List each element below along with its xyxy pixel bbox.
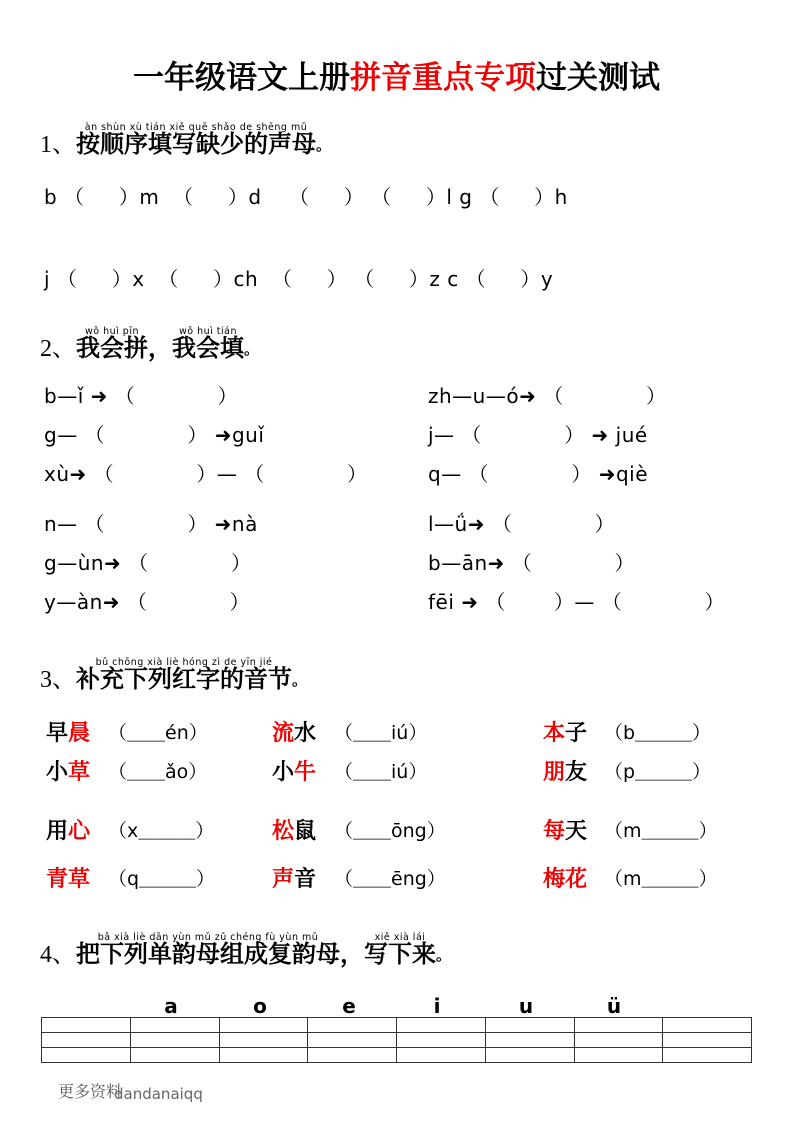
page-title-highlight: 拼音重点专项 <box>350 60 536 95</box>
word-item <box>272 868 316 890</box>
syllable-blank[interactable]: （＿＿iú） <box>334 761 428 783</box>
exercise-2-left-row-2[interactable]: g— （ ） ➜guǐ <box>44 423 265 447</box>
exercise-1-row-1[interactable]: b （ ）m （ ）d （ ） （ ）l g （ ）h <box>44 185 568 209</box>
word-char-1: 朋 <box>543 759 566 784</box>
page-title <box>0 52 793 97</box>
exercise-4-period: 。 <box>436 948 452 964</box>
syllable-blank[interactable]: （p＿＿＿） <box>604 761 712 783</box>
word-char-1: 流 <box>272 720 295 745</box>
grid-cell[interactable] <box>130 1018 219 1033</box>
grid-cell[interactable] <box>42 1018 131 1033</box>
syllable-blank[interactable]: （x＿＿＿） <box>108 820 215 842</box>
grid-cell[interactable] <box>574 1033 663 1048</box>
exercise-1-period: 。 <box>316 138 332 154</box>
syllable-blank[interactable]: （＿＿ōng） <box>334 820 446 842</box>
exercise-1-pinyin: àn shùn xù tián xiě quē shǎo de shēng mǔ <box>84 121 308 133</box>
exercise-2-number: 2、 <box>40 336 76 362</box>
exercise-4-pinyin-2: xiě xià lái <box>374 931 426 943</box>
word-char-2: 子 <box>565 720 588 745</box>
word-char-2: 水 <box>294 720 317 745</box>
exercise-1-heading <box>40 121 332 158</box>
exercise-4-hanzi-1: 把下列单韵母组成复韵母 <box>76 942 340 968</box>
grid-cell[interactable] <box>308 1033 397 1048</box>
word-item <box>543 722 587 744</box>
exercise-2-left-row-1[interactable]: b—ǐ ➜ （ ） <box>44 384 239 408</box>
syllable-blank[interactable]: （q＿＿＿） <box>108 868 216 890</box>
exercise-2-left-row-6[interactable]: y—àn➜ （ ） <box>44 590 251 614</box>
answer-grid-body <box>42 1018 752 1063</box>
exercise-2-hanzi-2: 我会填 <box>172 336 244 362</box>
exercise-3-pinyin: bǔ chōng xià liè hóng zì de yīn jié <box>95 656 273 668</box>
page-title-part-2: 过关测试 <box>536 60 660 95</box>
word-char-1: 本 <box>543 720 566 745</box>
vowel-label-u-umlaut: ü <box>606 994 622 1018</box>
grid-cell[interactable] <box>219 1018 308 1033</box>
grid-cell[interactable] <box>574 1018 663 1033</box>
grid-cell[interactable] <box>397 1033 486 1048</box>
grid-cell[interactable] <box>485 1033 574 1048</box>
word-item <box>272 820 316 842</box>
exercise-2-right-row-3[interactable]: q— （ ） ➜qiè <box>428 462 649 486</box>
exercise-2-right-row-4[interactable]: l—ǘ➜ （ ） <box>428 512 616 536</box>
word-char-1: 声 <box>272 866 295 891</box>
word-item <box>46 722 90 744</box>
exercise-4-pinyin-1: bǎ xià liè dān yùn mǔ zǔ chéng fù yùn mǔ <box>97 931 319 943</box>
exercise-2-pinyin-2: wǒ huì tián <box>178 325 238 337</box>
grid-cell[interactable] <box>663 1018 752 1033</box>
word-char-1: 青 <box>46 866 69 891</box>
table-row[interactable] <box>42 1048 752 1063</box>
word-char-2: 草 <box>68 759 91 784</box>
word-item <box>543 761 587 783</box>
word-item <box>543 868 587 890</box>
grid-cell[interactable] <box>42 1048 131 1063</box>
vowel-label-a: a <box>164 994 178 1018</box>
exercise-2-comma: ， <box>148 336 172 362</box>
answer-grid[interactable] <box>41 1017 752 1063</box>
exercise-2-right-row-2[interactable]: j— （ ） ➜ jué <box>428 423 648 447</box>
exercise-4-ruby-2 <box>364 931 436 968</box>
exercise-3-heading <box>40 656 308 693</box>
syllable-blank[interactable]: （＿＿én） <box>108 722 208 744</box>
exercise-3-ruby <box>76 656 292 693</box>
word-char-1: 松 <box>272 818 295 843</box>
syllable-blank[interactable]: （＿＿iú） <box>334 722 428 744</box>
grid-cell[interactable] <box>130 1033 219 1048</box>
syllable-blank[interactable]: （＿＿ēng） <box>334 868 446 890</box>
vowel-label-i: i <box>433 994 441 1018</box>
exercise-2-ruby-1 <box>76 325 148 362</box>
word-char-2: 天 <box>565 818 588 843</box>
exercise-2-heading <box>40 325 260 362</box>
grid-cell[interactable] <box>308 1018 397 1033</box>
syllable-blank[interactable]: （m＿＿＿） <box>604 820 718 842</box>
footer-text-cn: 更多资料 <box>58 1084 123 1101</box>
exercise-4-comma: ， <box>340 942 364 968</box>
grid-cell[interactable] <box>42 1033 131 1048</box>
word-item <box>46 868 90 890</box>
word-item <box>46 820 90 842</box>
exercise-4-number: 4、 <box>40 942 76 968</box>
grid-cell[interactable] <box>397 1048 486 1063</box>
word-char-1: 小 <box>46 759 69 784</box>
syllable-blank[interactable]: （b＿＿＿） <box>604 722 712 744</box>
exercise-1-ruby <box>76 121 316 158</box>
syllable-blank[interactable]: （m＿＿＿） <box>604 868 718 890</box>
word-char-1: 梅 <box>543 866 566 891</box>
exercise-2-pinyin-1: wǒ huì pīn <box>85 325 139 337</box>
word-item <box>272 722 316 744</box>
word-item <box>46 761 90 783</box>
exercise-4-ruby-1 <box>76 931 340 968</box>
word-char-2: 牛 <box>294 759 317 784</box>
vowel-label-u: u <box>518 994 534 1018</box>
table-row[interactable] <box>42 1033 752 1048</box>
grid-cell[interactable] <box>663 1048 752 1063</box>
word-char-2: 晨 <box>68 720 91 745</box>
grid-cell[interactable] <box>130 1048 219 1063</box>
word-char-2: 鼠 <box>294 818 317 843</box>
word-char-1: 每 <box>543 818 566 843</box>
exercise-2-right-row-1[interactable]: zh—u—ó➜ （ ） <box>428 384 667 408</box>
word-char-2: 心 <box>68 818 91 843</box>
vowel-label-o: o <box>253 994 267 1018</box>
exercise-1-row-2[interactable]: j （ ）x （ ）ch （ ） （ ）z c （ ）y <box>44 267 554 291</box>
word-item <box>272 761 316 783</box>
grid-cell[interactable] <box>397 1018 486 1033</box>
grid-cell[interactable] <box>574 1048 663 1063</box>
grid-cell[interactable] <box>219 1048 308 1063</box>
grid-cell[interactable] <box>485 1018 574 1033</box>
exercise-2-hanzi-1: 我会拼 <box>76 336 148 362</box>
word-char-1: 用 <box>46 818 69 843</box>
exercise-2-period: 。 <box>244 342 260 358</box>
table-row[interactable] <box>42 1018 752 1033</box>
grid-cell[interactable] <box>308 1048 397 1063</box>
exercise-2-right-row-5[interactable]: b—ān➜ （ ） <box>428 551 636 575</box>
exercise-1-number: 1、 <box>40 132 76 158</box>
word-char-2: 花 <box>565 866 588 891</box>
word-item <box>543 820 587 842</box>
exercise-2-left-row-3[interactable]: xù➜ （ ）— （ ） <box>44 462 368 486</box>
exercise-2-left-row-4[interactable]: n— （ ） ➜nà <box>44 512 258 536</box>
page-title-part-1: 一年级语文上册 <box>133 60 350 95</box>
grid-cell[interactable] <box>485 1048 574 1063</box>
exercise-2-left-row-5[interactable]: g—ùn➜ （ ） <box>44 551 252 575</box>
word-char-2: 草 <box>68 866 91 891</box>
grid-cell[interactable] <box>219 1033 308 1048</box>
syllable-blank[interactable]: （＿＿ǎo） <box>108 761 208 783</box>
word-char-1: 小 <box>272 759 295 784</box>
word-char-1: 早 <box>46 720 69 745</box>
exercise-1-hanzi: 按顺序填写缺少的声母 <box>76 132 316 158</box>
exercise-2-ruby-2 <box>172 325 244 362</box>
exercise-4-heading <box>40 931 452 968</box>
exercise-3-number: 3、 <box>40 667 76 693</box>
exercise-4-hanzi-2: 写下来 <box>364 942 436 968</box>
vowel-label-e: e <box>342 994 356 1018</box>
exercise-3-period: 。 <box>292 673 308 689</box>
exercise-2-right-row-6[interactable]: fēi ➜ （ ）— （ ） <box>428 590 726 614</box>
word-char-2: 音 <box>294 866 317 891</box>
word-char-2: 友 <box>565 759 588 784</box>
footer-text-en: dandanaiqq <box>114 1085 203 1103</box>
exercise-3-hanzi: 补充下列红字的音节 <box>76 667 292 693</box>
grid-cell[interactable] <box>663 1033 752 1048</box>
